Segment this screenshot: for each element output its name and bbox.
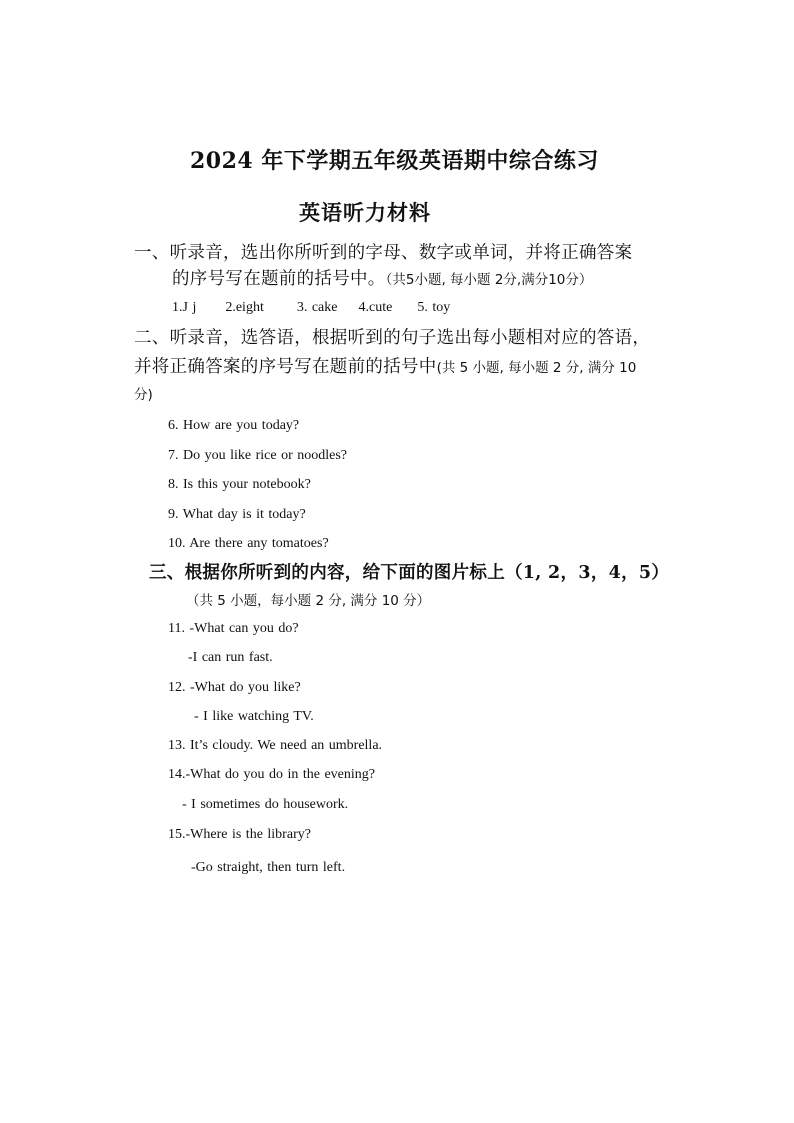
section2-note: (共 5 小题, 每小题 2 分, 满分 10	[436, 360, 637, 376]
question-15: 15.-Where is the library?	[168, 827, 311, 842]
question-11: 11. -What can you do?	[168, 621, 299, 636]
question-6: 6. How are you today?	[168, 418, 300, 433]
answer-11: -I can run fast.	[188, 650, 273, 665]
answer-14: - I sometimes do housework.	[182, 797, 349, 812]
section2-heading-line2-wrap	[134, 359, 636, 377]
question-12: 12. -What do you like?	[168, 680, 301, 695]
section1-note: （共5小题, 每小题 2分,满分10分）	[385, 272, 593, 288]
section1-heading-line2: 的序号写在题前的括号中。	[172, 269, 386, 289]
section3-heading: 三、根据你所听到的内容，给下面的图片标上（1, 2，3，4，5）	[149, 563, 670, 583]
answer-5: 5. toy	[417, 300, 451, 315]
section2-heading-line1: 二、听录音，选答语，根据听到的句子选出每小题相对应的答语，	[134, 328, 651, 348]
section1-answers	[172, 301, 450, 315]
question-14: 14.-What do you do in the evening?	[168, 767, 376, 782]
section1-heading-line2-wrap	[172, 271, 592, 289]
answer-1: 1.J j	[172, 300, 197, 315]
answer-2: 2.eight	[225, 300, 264, 315]
answer-4: 4.cute	[358, 300, 393, 315]
question-9: 9. What day is it today?	[168, 507, 306, 522]
question-10: 10. Are there any tomatoes?	[168, 536, 329, 551]
answer-15: -Go straight, then turn left.	[191, 860, 346, 875]
section3-note: （共 5 小题，每小题 2 分, 满分 10 分）	[186, 593, 431, 609]
answer-3: 3. cake	[296, 300, 338, 315]
section2-heading-line2: 并将正确答案的序号写在题前的括号中	[134, 357, 437, 377]
section1-heading-line1: 一、听录音，选出你所听到的字母、数字或单词，并将正确答案	[134, 243, 633, 263]
page-subtitle: 英语听力材料	[299, 200, 431, 225]
question-13: 13. It’s cloudy. We need an umbrella.	[168, 738, 383, 753]
section2-note-end: 分)	[134, 387, 153, 403]
question-8: 8. Is this your notebook?	[168, 477, 311, 492]
question-7: 7. Do you like rice or noodles?	[168, 448, 348, 463]
answer-12: - I like watching TV.	[194, 709, 314, 724]
page-title: 2024 年下学期五年级英语期中综合练习	[190, 148, 599, 174]
